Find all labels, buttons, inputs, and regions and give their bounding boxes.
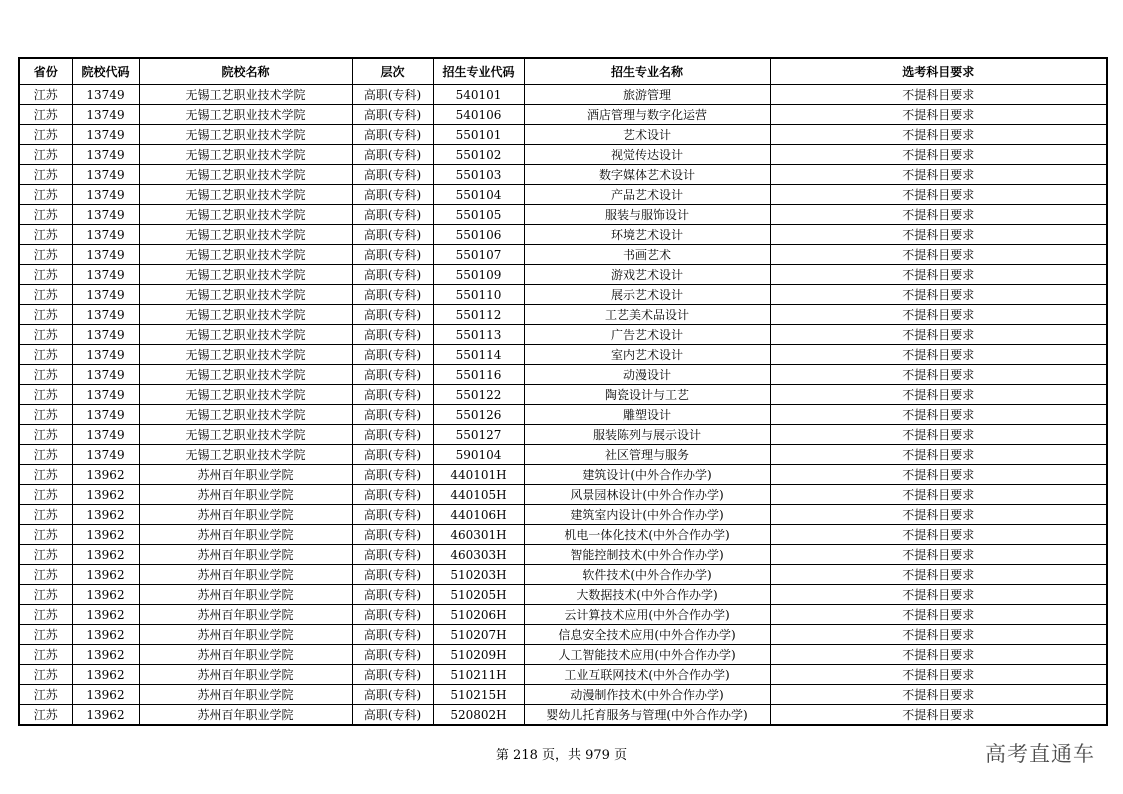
table-row [19,345,1107,365]
cell-subject-requirement: 不提科目要求 [770,605,1107,625]
cell-major-name: 工艺美术品设计 [524,305,770,325]
cell-level: 高职(专科) [352,185,433,205]
cell-level: 高职(专科) [352,85,433,105]
cell-major-name: 陶瓷设计与工艺 [524,385,770,405]
cell-school-code: 13749 [72,145,139,165]
cell-school-name: 苏州百年职业学院 [139,585,352,605]
cell-major-name: 智能控制技术(中外合作办学) [524,545,770,565]
cell-major-code: 550127 [433,425,524,445]
cell-major-code: 440101H [433,465,524,485]
cell-school-name: 无锡工艺职业技术学院 [139,385,352,405]
cell-major-code: 550110 [433,285,524,305]
cell-province: 江苏 [19,485,72,505]
cell-major-name: 风景园林设计(中外合作办学) [524,485,770,505]
cell-subject-requirement: 不提科目要求 [770,385,1107,405]
cell-level: 高职(专科) [352,665,433,685]
cell-school-code: 13749 [72,105,139,125]
cell-major-code: 550105 [433,205,524,225]
cell-subject-requirement: 不提科目要求 [770,505,1107,525]
cell-level: 高职(专科) [352,345,433,365]
cell-major-code: 550112 [433,305,524,325]
cell-school-name: 无锡工艺职业技术学院 [139,245,352,265]
cell-province: 江苏 [19,685,72,705]
cell-level: 高职(专科) [352,445,433,465]
cell-school-name: 无锡工艺职业技术学院 [139,205,352,225]
cell-school-name: 苏州百年职业学院 [139,465,352,485]
cell-subject-requirement: 不提科目要求 [770,405,1107,425]
cell-school-code: 13749 [72,125,139,145]
cell-major-name: 雕塑设计 [524,405,770,425]
cell-school-code: 13962 [72,645,139,665]
cell-school-code: 13962 [72,465,139,485]
cell-province: 江苏 [19,85,72,105]
cell-province: 江苏 [19,385,72,405]
cell-major-code: 550103 [433,165,524,185]
cell-school-code: 13749 [72,325,139,345]
cell-level: 高职(专科) [352,625,433,645]
cell-school-name: 无锡工艺职业技术学院 [139,185,352,205]
cell-major-name: 人工智能技术应用(中外合作办学) [524,645,770,665]
cell-level: 高职(专科) [352,105,433,125]
cell-major-name: 视觉传达设计 [524,145,770,165]
cell-province: 江苏 [19,325,72,345]
cell-subject-requirement: 不提科目要求 [770,265,1107,285]
cell-major-code: 590104 [433,445,524,465]
table-row [19,665,1107,685]
cell-province: 江苏 [19,645,72,665]
cell-major-code: 550106 [433,225,524,245]
cell-level: 高职(专科) [352,425,433,445]
cell-major-code: 510205H [433,585,524,605]
cell-school-code: 13749 [72,205,139,225]
cell-major-name: 旅游管理 [524,85,770,105]
cell-province: 江苏 [19,185,72,205]
admissions-table-container [18,57,1106,726]
cell-subject-requirement: 不提科目要求 [770,545,1107,565]
cell-level: 高职(专科) [352,125,433,145]
cell-school-code: 13962 [72,665,139,685]
cell-school-name: 苏州百年职业学院 [139,605,352,625]
cell-major-name: 婴幼儿托育服务与管理(中外合作办学) [524,705,770,726]
cell-province: 江苏 [19,585,72,605]
cell-school-code: 13749 [72,365,139,385]
cell-province: 江苏 [19,705,72,726]
cell-school-code: 13749 [72,425,139,445]
cell-level: 高职(专科) [352,505,433,525]
cell-major-code: 510203H [433,565,524,585]
table-row [19,245,1107,265]
cell-school-code: 13962 [72,525,139,545]
cell-major-name: 产品艺术设计 [524,185,770,205]
cell-major-code: 440105H [433,485,524,505]
cell-level: 高职(专科) [352,525,433,545]
cell-major-name: 游戏艺术设计 [524,265,770,285]
cell-major-name: 数字媒体艺术设计 [524,165,770,185]
cell-school-code: 13749 [72,245,139,265]
cell-subject-requirement: 不提科目要求 [770,525,1107,545]
cell-school-name: 无锡工艺职业技术学院 [139,405,352,425]
cell-major-code: 460301H [433,525,524,545]
cell-major-code: 520802H [433,705,524,726]
cell-level: 高职(专科) [352,365,433,385]
cell-school-code: 13749 [72,225,139,245]
cell-subject-requirement: 不提科目要求 [770,585,1107,605]
cell-school-code: 13962 [72,485,139,505]
cell-school-name: 无锡工艺职业技术学院 [139,325,352,345]
cell-major-code: 540101 [433,85,524,105]
cell-school-name: 无锡工艺职业技术学院 [139,105,352,125]
cell-school-name: 苏州百年职业学院 [139,625,352,645]
cell-major-code: 550122 [433,385,524,405]
cell-major-code: 550126 [433,405,524,425]
cell-school-code: 13749 [72,405,139,425]
cell-province: 江苏 [19,305,72,325]
cell-school-name: 无锡工艺职业技术学院 [139,165,352,185]
cell-major-code: 550104 [433,185,524,205]
cell-subject-requirement: 不提科目要求 [770,645,1107,665]
cell-subject-requirement: 不提科目要求 [770,665,1107,685]
cell-province: 江苏 [19,345,72,365]
header-school-code: 院校代码 [72,58,139,85]
cell-major-code: 550102 [433,145,524,165]
table-row [19,585,1107,605]
watermark-logo: 高考直通车 [985,742,1095,766]
table-row [19,505,1107,525]
cell-school-name: 无锡工艺职业技术学院 [139,445,352,465]
cell-subject-requirement: 不提科目要求 [770,245,1107,265]
cell-province: 江苏 [19,285,72,305]
cell-major-name: 动漫制作技术(中外合作办学) [524,685,770,705]
table-row [19,85,1107,105]
cell-school-code: 13749 [72,185,139,205]
cell-school-code: 13749 [72,305,139,325]
cell-province: 江苏 [19,445,72,465]
cell-school-name: 无锡工艺职业技术学院 [139,125,352,145]
cell-major-name: 展示艺术设计 [524,285,770,305]
header-province: 省份 [19,58,72,85]
cell-school-name: 苏州百年职业学院 [139,485,352,505]
cell-school-code: 13962 [72,605,139,625]
cell-subject-requirement: 不提科目要求 [770,165,1107,185]
table-row [19,645,1107,665]
cell-school-code: 13749 [72,165,139,185]
cell-subject-requirement: 不提科目要求 [770,105,1107,125]
cell-level: 高职(专科) [352,585,433,605]
cell-province: 江苏 [19,265,72,285]
cell-province: 江苏 [19,425,72,445]
cell-level: 高职(专科) [352,485,433,505]
header-major-name: 招生专业名称 [524,58,770,85]
cell-level: 高职(专科) [352,225,433,245]
cell-school-code: 13749 [72,385,139,405]
cell-subject-requirement: 不提科目要求 [770,465,1107,485]
cell-school-code: 13962 [72,685,139,705]
cell-province: 江苏 [19,105,72,125]
cell-province: 江苏 [19,665,72,685]
table-row [19,105,1107,125]
cell-subject-requirement: 不提科目要求 [770,445,1107,465]
table-row [19,125,1107,145]
cell-major-name: 云计算技术应用(中外合作办学) [524,605,770,625]
cell-subject-requirement: 不提科目要求 [770,565,1107,585]
cell-major-code: 550114 [433,345,524,365]
cell-school-name: 苏州百年职业学院 [139,665,352,685]
cell-level: 高职(专科) [352,565,433,585]
table-row [19,445,1107,465]
cell-major-code: 510211H [433,665,524,685]
cell-province: 江苏 [19,165,72,185]
cell-province: 江苏 [19,245,72,265]
cell-subject-requirement: 不提科目要求 [770,205,1107,225]
cell-major-name: 工业互联网技术(中外合作办学) [524,665,770,685]
cell-level: 高职(专科) [352,205,433,225]
cell-subject-requirement: 不提科目要求 [770,365,1107,385]
cell-major-name: 服装陈列与展示设计 [524,425,770,445]
table-row [19,405,1107,425]
cell-school-code: 13749 [72,265,139,285]
cell-school-name: 苏州百年职业学院 [139,545,352,565]
cell-subject-requirement: 不提科目要求 [770,125,1107,145]
table-row [19,285,1107,305]
table-row [19,625,1107,645]
cell-province: 江苏 [19,205,72,225]
cell-province: 江苏 [19,565,72,585]
cell-major-name: 大数据技术(中外合作办学) [524,585,770,605]
cell-subject-requirement: 不提科目要求 [770,225,1107,245]
table-row [19,705,1107,726]
table-row [19,605,1107,625]
table-row [19,385,1107,405]
cell-level: 高职(专科) [352,645,433,665]
header-level: 层次 [352,58,433,85]
cell-subject-requirement: 不提科目要求 [770,185,1107,205]
cell-school-code: 13962 [72,565,139,585]
cell-province: 江苏 [19,225,72,245]
cell-school-code: 13962 [72,705,139,726]
table-row [19,545,1107,565]
cell-level: 高职(专科) [352,305,433,325]
cell-major-name: 书画艺术 [524,245,770,265]
cell-school-code: 13749 [72,345,139,365]
cell-subject-requirement: 不提科目要求 [770,685,1107,705]
cell-province: 江苏 [19,465,72,485]
table-row [19,185,1107,205]
cell-major-name: 社区管理与服务 [524,445,770,465]
cell-school-name: 无锡工艺职业技术学院 [139,85,352,105]
cell-major-name: 广告艺术设计 [524,325,770,345]
cell-province: 江苏 [19,545,72,565]
cell-school-name: 无锡工艺职业技术学院 [139,225,352,245]
cell-school-name: 苏州百年职业学院 [139,705,352,726]
cell-school-name: 苏州百年职业学院 [139,525,352,545]
cell-level: 高职(专科) [352,245,433,265]
cell-school-code: 13749 [72,285,139,305]
cell-school-name: 苏州百年职业学院 [139,685,352,705]
cell-school-code: 13749 [72,85,139,105]
header-major-code: 招生专业代码 [433,58,524,85]
cell-school-name: 无锡工艺职业技术学院 [139,305,352,325]
cell-school-code: 13749 [72,445,139,465]
cell-level: 高职(专科) [352,545,433,565]
header-school-name: 院校名称 [139,58,352,85]
cell-major-name: 室内艺术设计 [524,345,770,365]
header-row [19,58,1107,85]
cell-major-name: 软件技术(中外合作办学) [524,565,770,585]
cell-school-name: 无锡工艺职业技术学院 [139,285,352,305]
table-row [19,365,1107,385]
table-row [19,225,1107,245]
cell-school-code: 13962 [72,545,139,565]
cell-major-code: 550116 [433,365,524,385]
cell-level: 高职(专科) [352,165,433,185]
cell-school-name: 无锡工艺职业技术学院 [139,425,352,445]
cell-major-name: 建筑设计(中外合作办学) [524,465,770,485]
cell-major-name: 服装与服饰设计 [524,205,770,225]
cell-major-name: 酒店管理与数字化运营 [524,105,770,125]
cell-province: 江苏 [19,125,72,145]
table-row [19,205,1107,225]
table-row [19,465,1107,485]
admissions-table [18,57,1108,726]
cell-level: 高职(专科) [352,385,433,405]
cell-major-name: 动漫设计 [524,365,770,385]
cell-major-name: 艺术设计 [524,125,770,145]
cell-province: 江苏 [19,605,72,625]
cell-major-code: 550101 [433,125,524,145]
table-row [19,525,1107,545]
cell-school-code: 13962 [72,585,139,605]
table-row [19,565,1107,585]
cell-province: 江苏 [19,505,72,525]
table-row [19,485,1107,505]
cell-level: 高职(专科) [352,685,433,705]
cell-level: 高职(专科) [352,325,433,345]
cell-subject-requirement: 不提科目要求 [770,285,1107,305]
cell-subject-requirement: 不提科目要求 [770,305,1107,325]
cell-subject-requirement: 不提科目要求 [770,85,1107,105]
cell-school-name: 无锡工艺职业技术学院 [139,265,352,285]
cell-level: 高职(专科) [352,465,433,485]
cell-major-code: 510209H [433,645,524,665]
cell-major-code: 550109 [433,265,524,285]
cell-major-code: 550113 [433,325,524,345]
table-row [19,265,1107,285]
cell-school-code: 13962 [72,625,139,645]
cell-major-code: 510207H [433,625,524,645]
cell-school-name: 无锡工艺职业技术学院 [139,345,352,365]
cell-province: 江苏 [19,145,72,165]
cell-level: 高职(专科) [352,265,433,285]
cell-province: 江苏 [19,365,72,385]
cell-major-code: 510215H [433,685,524,705]
cell-major-code: 440106H [433,505,524,525]
cell-subject-requirement: 不提科目要求 [770,625,1107,645]
table-row [19,325,1107,345]
table-row [19,145,1107,165]
cell-level: 高职(专科) [352,705,433,726]
cell-subject-requirement: 不提科目要求 [770,145,1107,165]
table-row [19,305,1107,325]
cell-major-code: 540106 [433,105,524,125]
cell-major-name: 机电一体化技术(中外合作办学) [524,525,770,545]
cell-level: 高职(专科) [352,605,433,625]
table-row [19,425,1107,445]
cell-school-name: 无锡工艺职业技术学院 [139,145,352,165]
cell-school-name: 苏州百年职业学院 [139,645,352,665]
cell-school-code: 13962 [72,505,139,525]
cell-level: 高职(专科) [352,405,433,425]
cell-major-code: 550107 [433,245,524,265]
cell-subject-requirement: 不提科目要求 [770,485,1107,505]
table-row [19,165,1107,185]
table-row [19,685,1107,705]
cell-school-name: 苏州百年职业学院 [139,565,352,585]
cell-subject-requirement: 不提科目要求 [770,705,1107,726]
cell-major-name: 建筑室内设计(中外合作办学) [524,505,770,525]
cell-province: 江苏 [19,525,72,545]
cell-subject-requirement: 不提科目要求 [770,345,1107,365]
cell-school-name: 无锡工艺职业技术学院 [139,365,352,385]
cell-major-name: 环境艺术设计 [524,225,770,245]
cell-major-name: 信息安全技术应用(中外合作办学) [524,625,770,645]
cell-school-name: 苏州百年职业学院 [139,505,352,525]
table-header [19,58,1107,85]
header-subject-requirement: 选考科目要求 [770,58,1107,85]
cell-subject-requirement: 不提科目要求 [770,325,1107,345]
cell-major-code: 460303H [433,545,524,565]
table-body [19,85,1107,726]
page-number: 第 218 页，共 979 页 [495,748,628,763]
cell-province: 江苏 [19,405,72,425]
cell-level: 高职(专科) [352,285,433,305]
cell-level: 高职(专科) [352,145,433,165]
cell-major-code: 510206H [433,605,524,625]
cell-province: 江苏 [19,625,72,645]
cell-subject-requirement: 不提科目要求 [770,425,1107,445]
